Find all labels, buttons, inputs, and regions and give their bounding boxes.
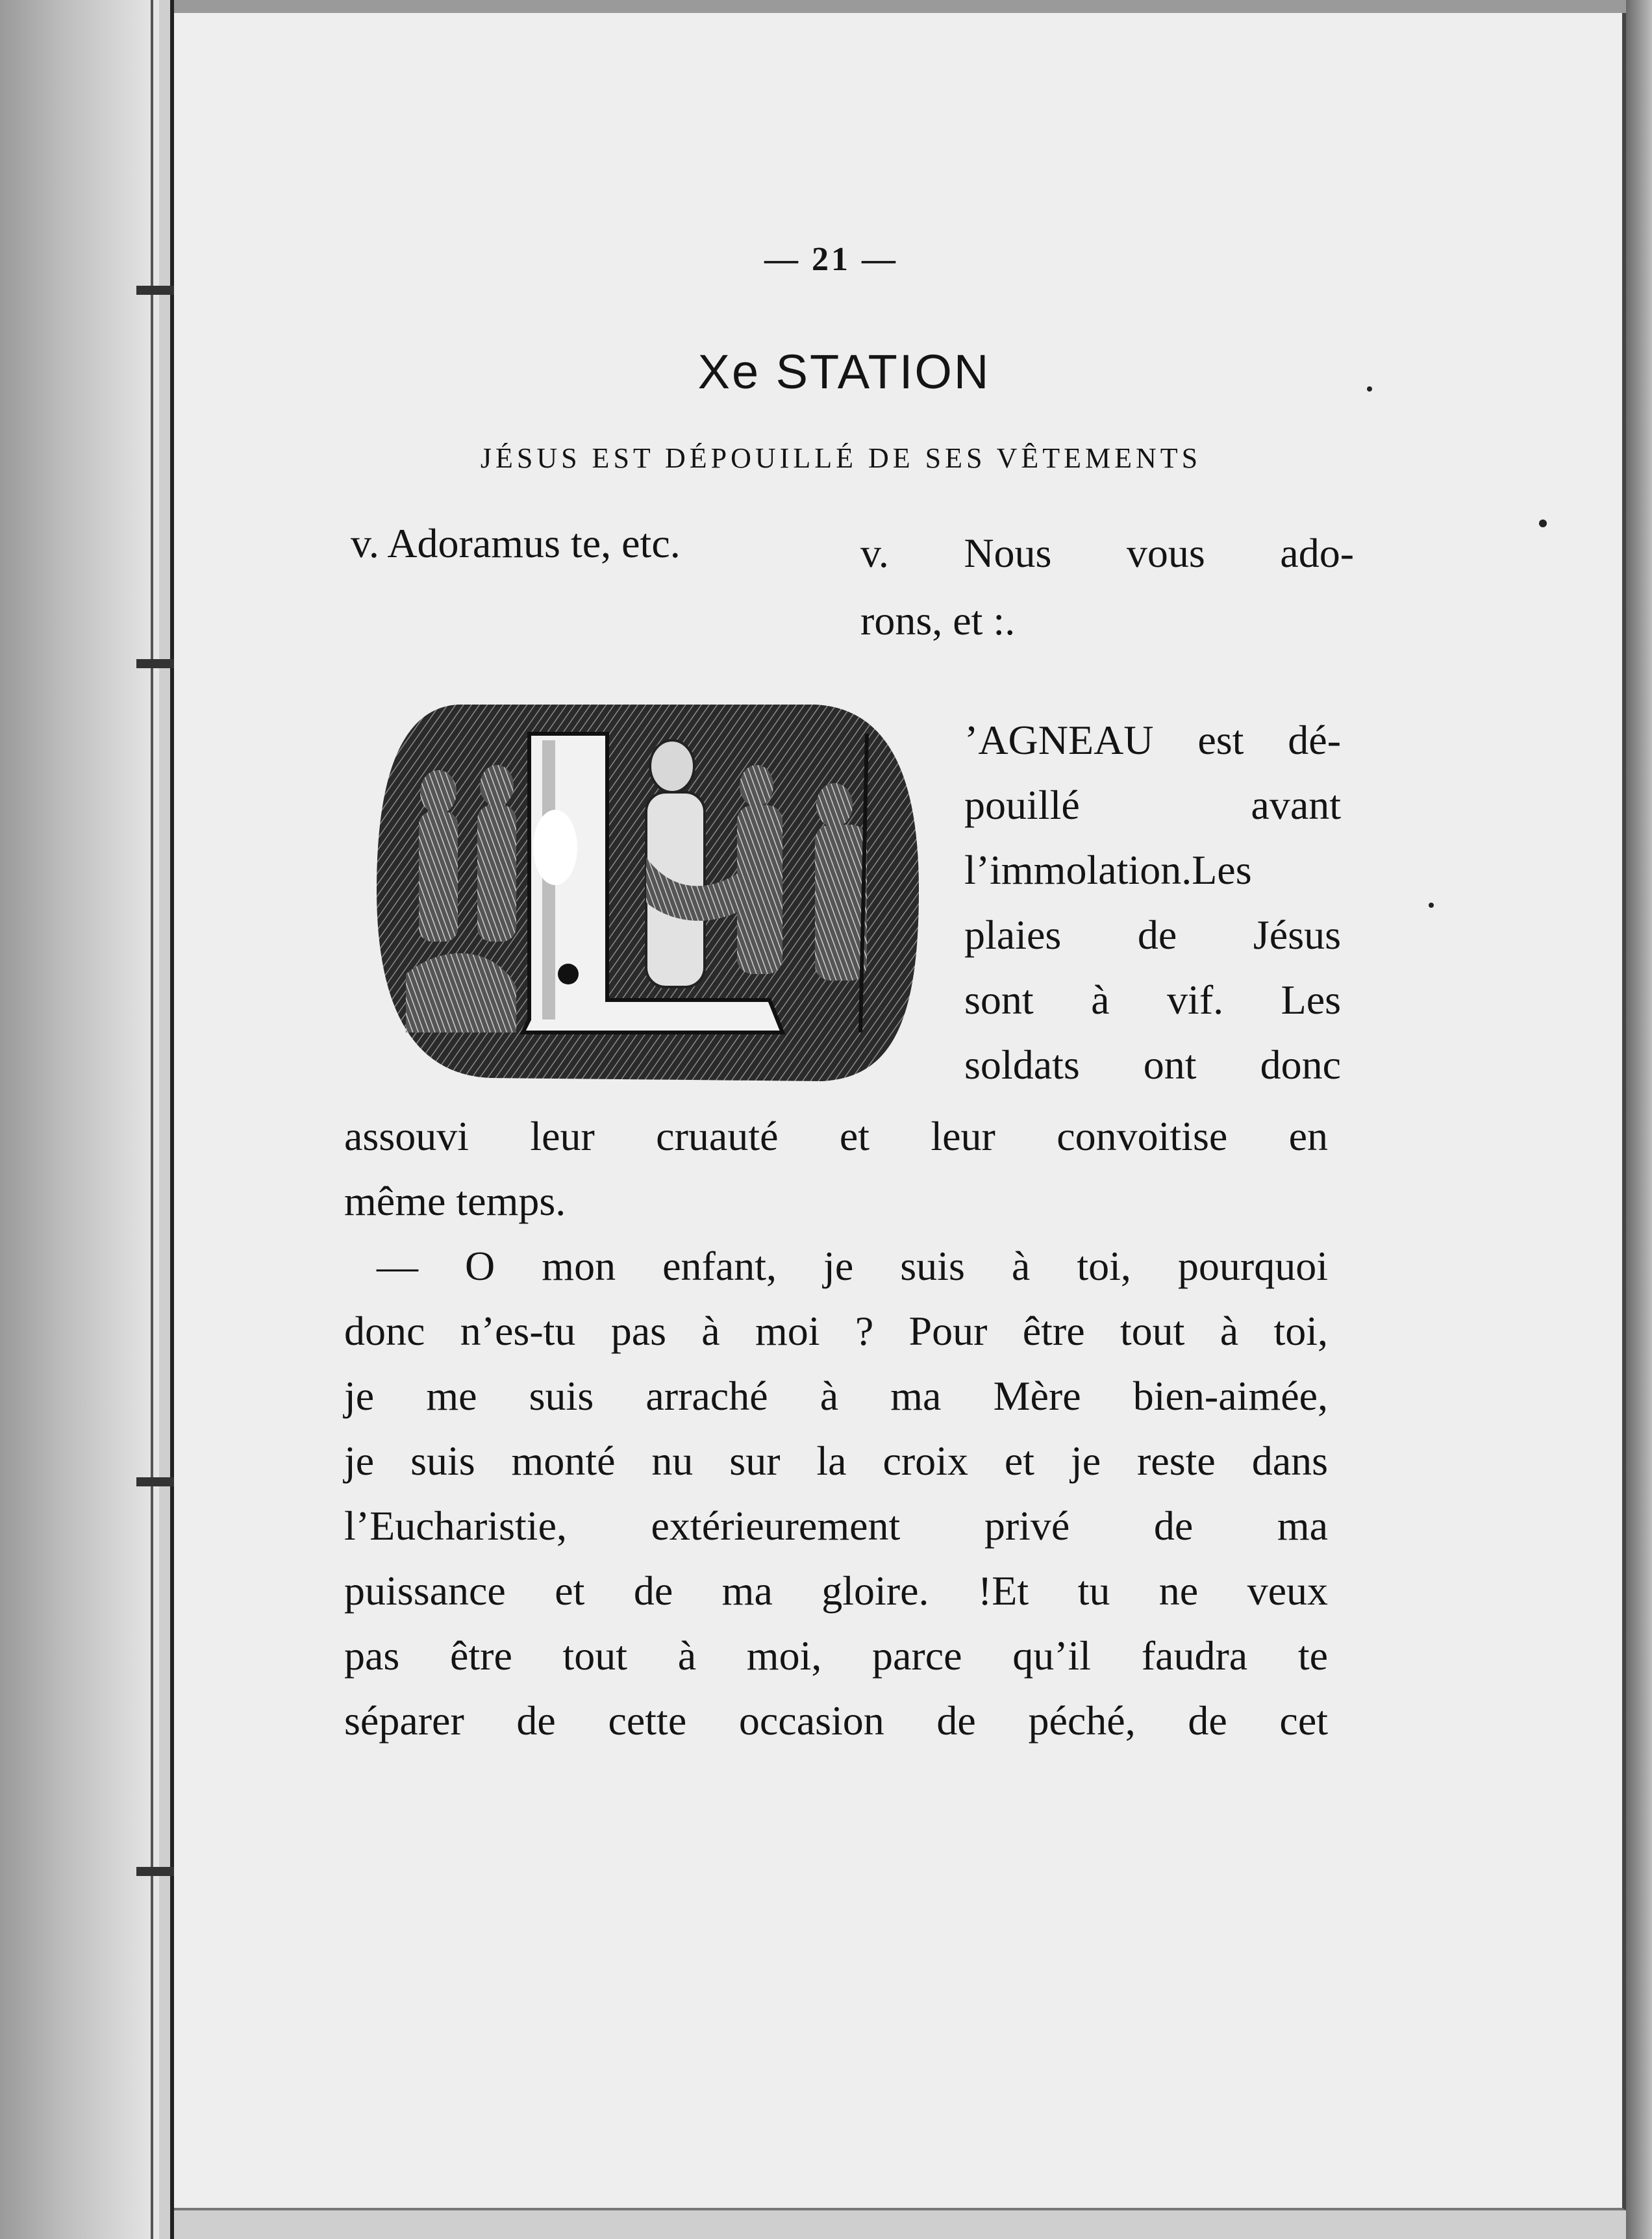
text-line: ’AGNEAU est dé- <box>964 717 1341 763</box>
previous-page-edge <box>0 0 159 2239</box>
engraved-drop-cap-illustration <box>367 695 925 1084</box>
text-line: je suis monté nu sur la croix et je reste dans <box>344 1438 1328 1484</box>
versicle-french <box>860 519 1354 655</box>
text-line: l’immolation.Les <box>964 847 1252 893</box>
text-line: pas être tout à moi, parce qu’il faudra te <box>344 1632 1328 1679</box>
text-line: pouillé avant <box>964 782 1341 828</box>
text-line: je me suis arraché à ma Mère bien-aimée, <box>344 1373 1328 1419</box>
text-line: l’Eucharistie, extérieurement privé de ma <box>344 1503 1328 1549</box>
paragraph-1-side-lines <box>964 708 1341 1097</box>
text-line: donc n’es-tu pas à moi ? Pour être tout à toi, <box>344 1308 1328 1354</box>
binding-stitch <box>136 286 175 295</box>
page-number: — 21 — <box>764 241 898 278</box>
binding-stitch <box>136 1477 175 1486</box>
binding-stitch <box>136 1867 175 1876</box>
top-page-edge <box>174 0 1629 14</box>
text-line: soldats ont donc <box>964 1042 1341 1088</box>
binding-stitch <box>136 659 175 668</box>
versicle-french-line: rons, et :. <box>860 597 1016 644</box>
binding-line <box>151 0 153 2239</box>
paper-speck <box>1539 519 1547 527</box>
text-line: plaies de Jésus <box>964 912 1341 958</box>
paper-speck <box>1429 903 1434 908</box>
text-line: puissance et de ma gloire. !Et tu ne veux <box>344 1568 1328 1614</box>
text-line: — O mon enfant, je suis à toi, pourquoi <box>377 1243 1328 1289</box>
versicle-latin: v. Adoramus te, etc. <box>351 520 681 566</box>
versicle-french-line: v. Nous vous ado- <box>860 530 1354 576</box>
text-line: sont à vif. Les <box>964 977 1341 1023</box>
paper-speck <box>1367 386 1372 392</box>
text-line: assouvi leur cruauté et leur convoitise en <box>344 1113 1328 1159</box>
station-subtitle: JÉSUS EST DÉPOUILLÉ DE SES VÊTEMENTS <box>480 442 1202 474</box>
text-line: séparer de cette occasion de péché, de cet <box>344 1697 1328 1744</box>
body-text <box>344 1104 1328 1753</box>
text-line: même temps. <box>344 1178 566 1224</box>
station-title: Xe STATION <box>697 345 991 399</box>
right-page-edge <box>1626 0 1652 2239</box>
